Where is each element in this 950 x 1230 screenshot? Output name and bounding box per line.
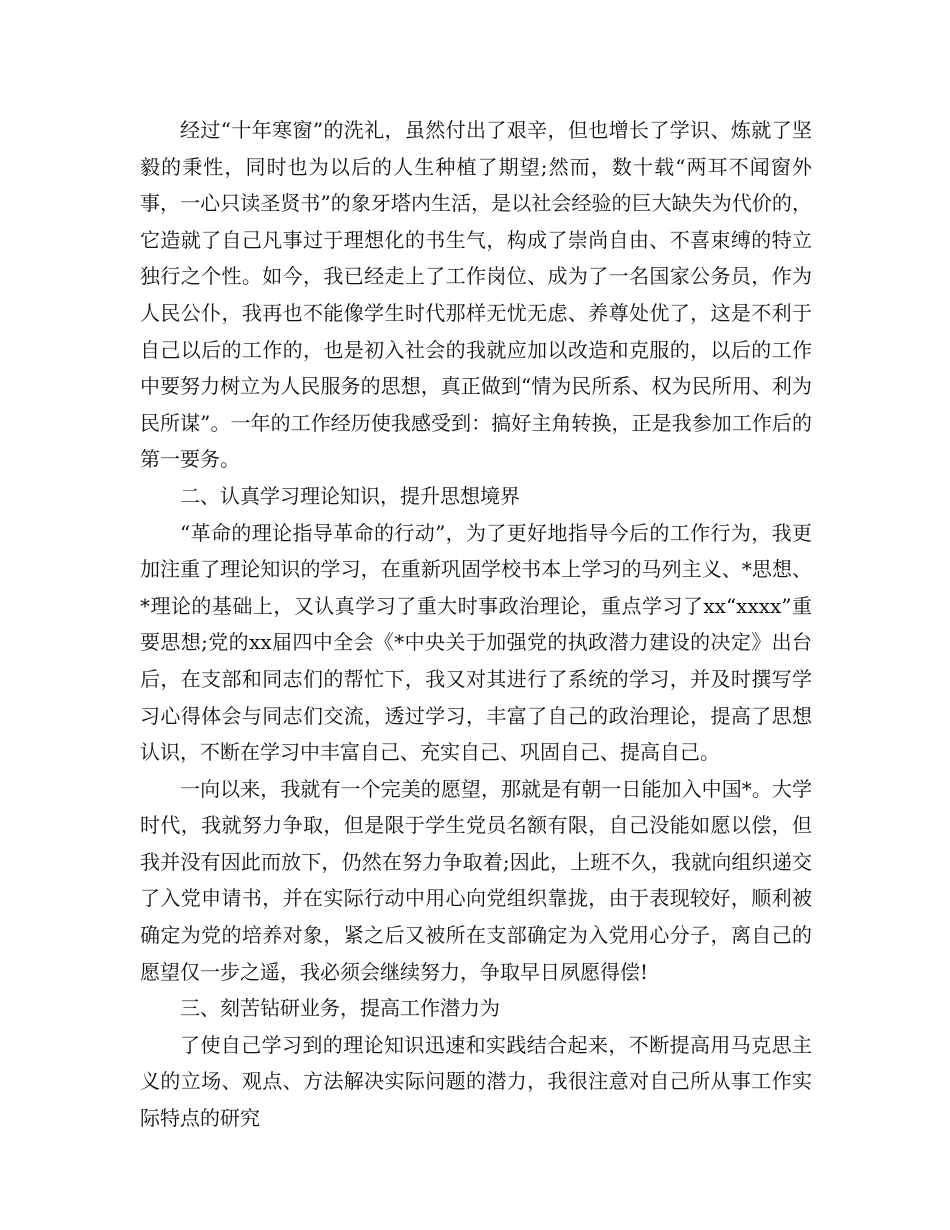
section-heading-work-skills: 三、刻苦钻研业务，提高工作潜力为 bbox=[180, 996, 500, 1021]
document-page bbox=[140, 112, 812, 1137]
section-heading-theory-study: 二、认真学习理论知识，提升思想境界 bbox=[180, 483, 520, 508]
paragraph-intro-reflection: 经过“十年寒窗”的洗礼，虽然付出了艰辛，但也增长了学识、炼就了坚毅的秉性，同时也为以后的人生种植了期望;然而，数十载“两耳不闻窗外事，一心只读圣贤书”的象牙塔内生活，是以社会经验的巨大缺失为代价的，它造就了自己凡事过于理想化的书生气，构成了崇尚自由、不喜束缚的特立独行之个性。如今，我已经走上了工作岗位、成为了一名国家公务员，作为人民公仆，我再也不能像学生时代那样无忧无虑、养尊处优了，这是不利于自己以后的工作的，也是初入社会的我就应加以改造和克服的，以后的工作中要努力树立为人民服务的思想，真正做到“情为民所系、权为民所用、利为民所谋”。一年的工作经历使我感受到：搞好主角转换，正是我参加工作后的第一要务。 bbox=[140, 118, 812, 472]
paragraph-theory-study: “革命的理论指导革命的行动”，为了更好地指导今后的工作行为，我更加注重了理论知识的学习，在重新巩固学校书本上学习的马列主义、*思想、*理论的基础上，又认真学习了重大时事政治理论，重点学习了xx“xxxx”重要思想;党的xx届四中全会《*中央关于加强党的执政潜力建设的决定》出台后，在支部和同志们的帮忙下，我又对其进行了系统的学习，并及时撰写学习心得体会与同志们交流，透过学习，丰富了自己的政治理论，提高了思想认识，不断在学习中丰富自己、充实自己、巩固自己、提高自己。 bbox=[140, 520, 812, 765]
paragraph-party-aspiration: 一向以来，我就有一个完美的愿望，那就是有朝一日能加入中国*。大学时代，我就努力争取，但是限于学生党员名额有限，自己没能如愿以偿，但我并没有因此而放下，仍然在努力争取着;因此，上班不久，我就向组织递交了入党申请书，并在实际行动中用心向党组织靠拢，由于表现较好，顺利被确定为党的培养对象，紧之后又被所在支部确定为入党用心分子，离自己的愿望仅一步之遥，我必须会继续努力，争取早日夙愿得偿! bbox=[140, 776, 812, 984]
paragraph-work-skills: 了使自己学习到的理论知识迅速和实践结合起来，不断提高用马克思主义的立场、观点、方法解决实际问题的潜力，我很注意对自己所从事工作实际特点的研究 bbox=[140, 1032, 812, 1131]
